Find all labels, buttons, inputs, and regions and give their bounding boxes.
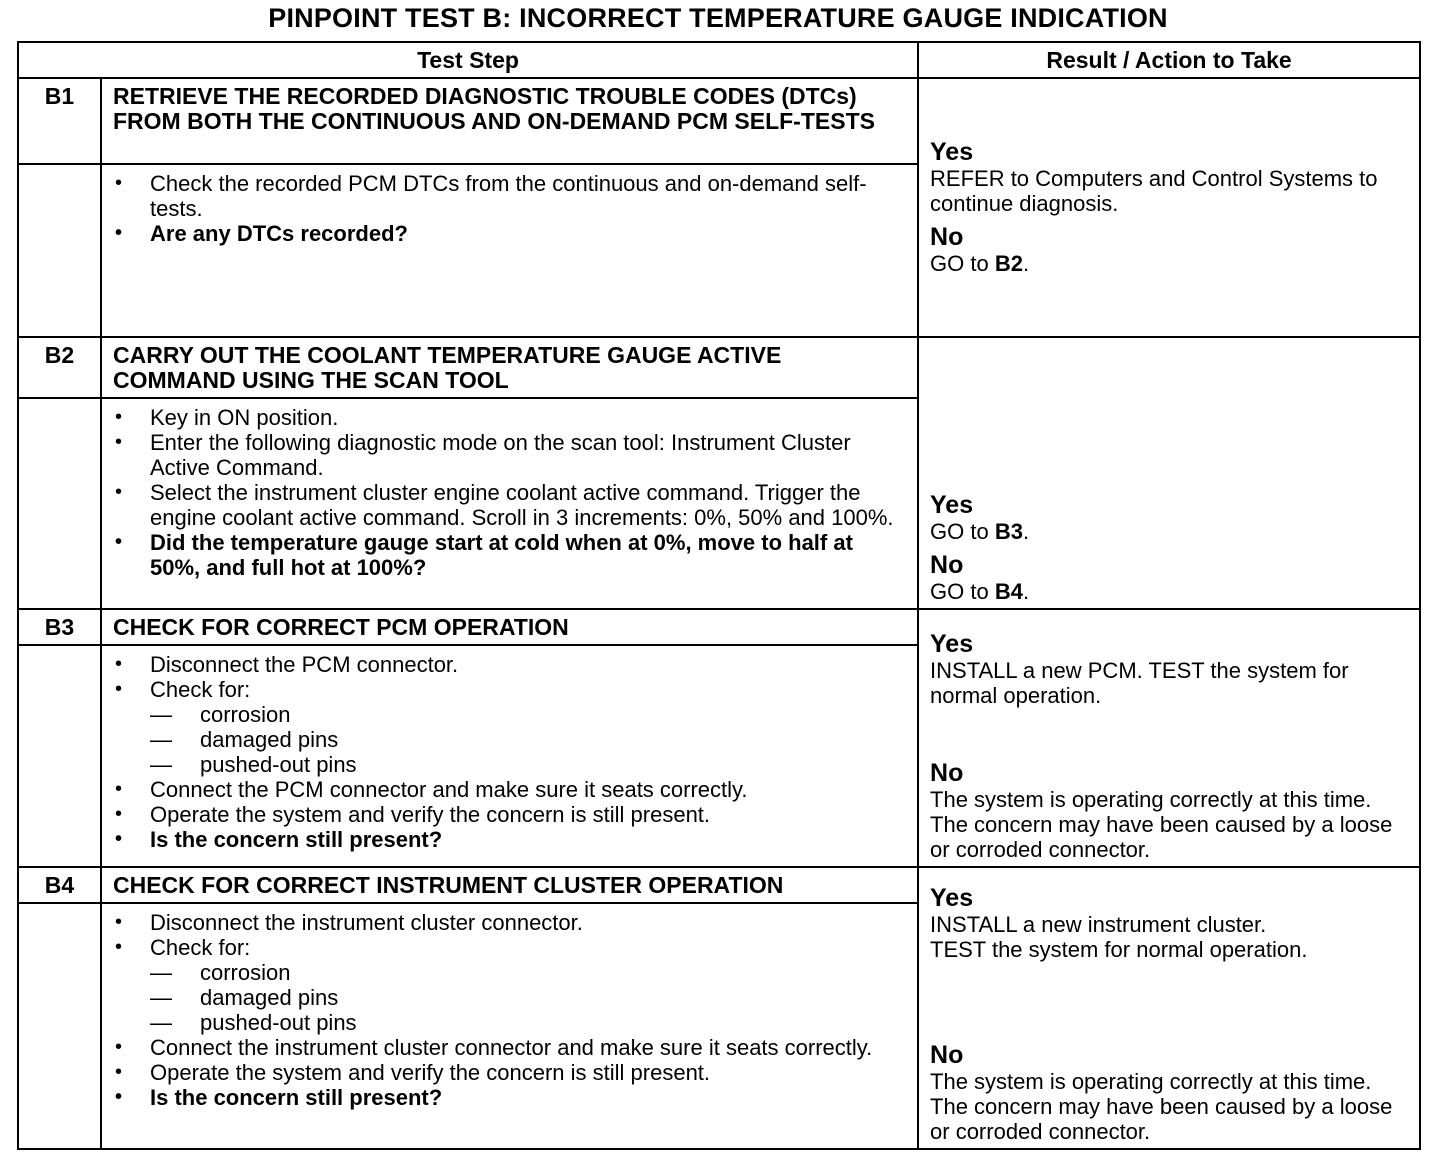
list-subitem: — damaged pins [113, 727, 907, 752]
step-reference: B3 [994, 519, 1023, 544]
step-b2-heading-row [18, 337, 1420, 398]
list-subitem: — damaged pins [113, 985, 907, 1010]
page-title: PINPOINT TEST B: INCORRECT TEMPERATURE GAUGE INDICATION [268, 3, 1168, 33]
list-item-question: • Is the concern still present? [113, 827, 907, 852]
list-subitem: — pushed-out pins [113, 1010, 907, 1035]
yes-action: GO to B3. [930, 519, 1030, 544]
column-header-test-step: Test Step [18, 42, 918, 78]
list-item: • Operate the system and verify the concern is still present. [113, 1060, 907, 1085]
pinpoint-test-table [17, 41, 1421, 1150]
step-heading: RETRIEVE THE RECORDED DIAGNOSTIC TROUBLE CODES (DTCs) FROM BOTH THE CONTINUOUS AND ON-DEMAND PCM SELF-TESTS [101, 78, 918, 164]
list-item: • Enter the following diagnostic mode on the scan tool: Instrument Cluster Active Command. [113, 430, 907, 480]
list-item: • Check for: [113, 677, 907, 702]
step-instructions [101, 645, 918, 867]
list-subitem: — pushed-out pins [113, 752, 907, 777]
step-id: B2 [18, 337, 101, 398]
yes-action: REFER to Computers and Control Systems to continue diagnosis. [930, 166, 1378, 216]
step-reference: B2 [994, 251, 1023, 276]
step-result [918, 78, 1420, 337]
list-item: • Select the instrument cluster engine coolant active command. Trigger the engine coolant active command. Scroll in 3 increments: 0%, 50% and 100%. [113, 480, 907, 530]
no-label: No [930, 759, 964, 787]
step-b1-heading-row [18, 78, 1420, 164]
list-item: • Operate the system and verify the concern is still present. [113, 802, 907, 827]
step-instructions [101, 398, 918, 609]
step-b3-heading-row [18, 609, 1420, 645]
step-instructions [101, 903, 918, 1149]
no-label: No [930, 223, 964, 251]
step-heading: CHECK FOR CORRECT PCM OPERATION [101, 609, 918, 645]
step-instructions [101, 164, 918, 337]
yes-label: Yes [930, 630, 974, 658]
list-item: • Connect the instrument cluster connector and make sure it seats correctly. [113, 1035, 907, 1060]
no-action: The system is operating correctly at this time. The concern may have been caused by a loose or corroded connector. [930, 1069, 1393, 1144]
yes-label: Yes [930, 884, 974, 912]
no-label: No [930, 1041, 964, 1069]
step-result [918, 867, 1420, 1149]
yes-label: Yes [930, 491, 974, 519]
step-reference: B4 [994, 579, 1023, 604]
no-action: GO to B4. [930, 579, 1030, 604]
step-result [918, 337, 1420, 609]
no-action: The system is operating correctly at this time. The concern may have been caused by a loose or corroded connector. [930, 787, 1393, 862]
list-item-question: • Is the concern still present? [113, 1085, 907, 1110]
yes-action-line-2: TEST the system for normal operation. [930, 937, 1308, 962]
list-item: • Key in ON position. [113, 405, 907, 430]
step-id: B1 [18, 78, 101, 164]
step-id: B4 [18, 867, 101, 903]
list-item: • Disconnect the instrument cluster connector. [113, 910, 907, 935]
step-heading: CARRY OUT THE COOLANT TEMPERATURE GAUGE ACTIVE COMMAND USING THE SCAN TOOL [101, 337, 918, 398]
step-b4-heading-row [18, 867, 1420, 903]
list-subitem: — corrosion [113, 702, 907, 727]
list-item-question: • Did the temperature gauge start at cold when at 0%, move to half at 50%, and full hot at 100%? [113, 530, 907, 580]
no-action: GO to B2. [930, 251, 1030, 276]
yes-label: Yes [930, 138, 974, 166]
list-item: • Connect the PCM connector and make sure it seats correctly. [113, 777, 907, 802]
step-id: B3 [18, 609, 101, 645]
list-item-question: • Are any DTCs recorded? [113, 221, 907, 246]
no-label: No [930, 551, 964, 579]
column-header-result: Result / Action to Take [918, 42, 1420, 78]
list-item: • Check the recorded PCM DTCs from the continuous and on-demand self-tests. [113, 171, 907, 221]
yes-action: INSTALL a new PCM. TEST the system for normal operation. [930, 658, 1349, 708]
list-item: • Disconnect the PCM connector. [113, 652, 907, 677]
step-result [918, 609, 1420, 867]
header-row [18, 42, 1420, 78]
list-item: • Check for: [113, 935, 907, 960]
list-subitem: — corrosion [113, 960, 907, 985]
yes-action-line-1: INSTALL a new instrument cluster. [930, 912, 1267, 937]
step-heading: CHECK FOR CORRECT INSTRUMENT CLUSTER OPERATION [101, 867, 918, 903]
